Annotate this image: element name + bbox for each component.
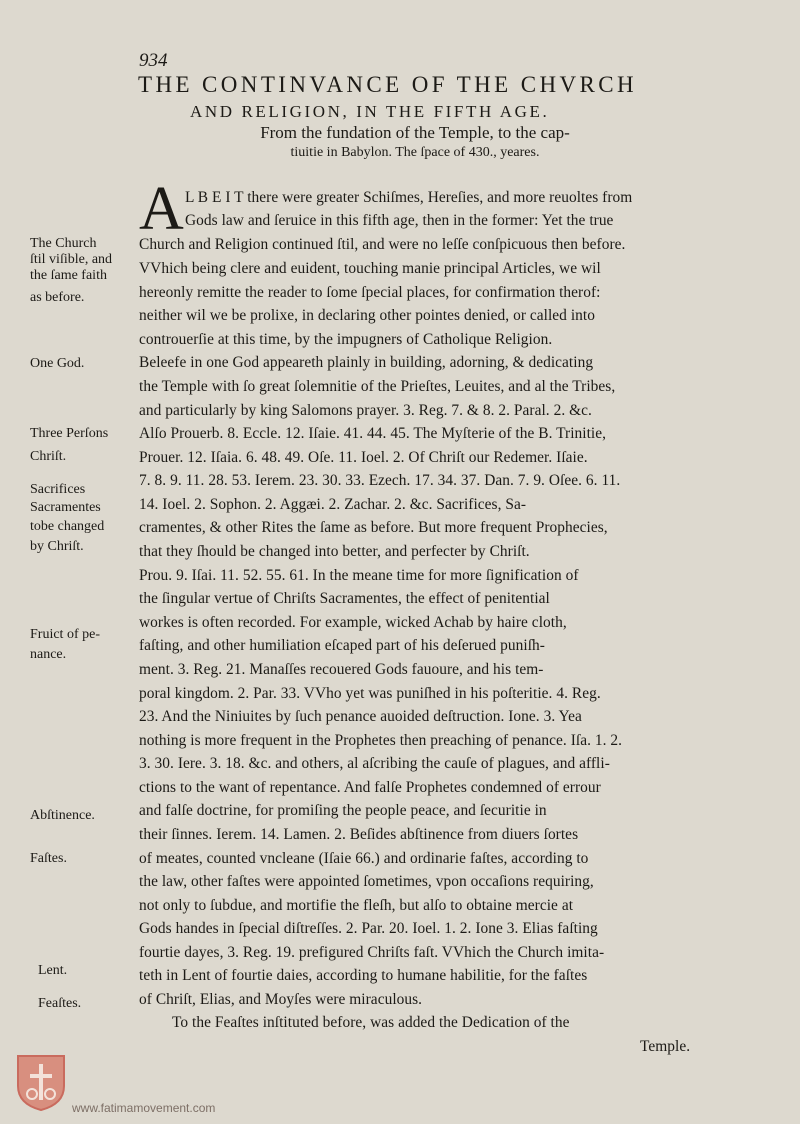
body-line: Temple. bbox=[640, 1038, 691, 1055]
margin-note: by Chriſt. bbox=[30, 539, 84, 554]
margin-note: Fruict of pe- bbox=[30, 627, 100, 642]
body-line: 23. And the Niniuites by ſuch penance auoided deſtruction. Ione. 3. Yea bbox=[139, 708, 582, 725]
body-line: ctions to the want of repentance. And falſe Prophetes condemned of errour bbox=[139, 779, 601, 796]
body-line: and falſe doctrine, for promiſing the people peace, and ſecuritie in bbox=[139, 802, 547, 819]
body-line: neither wil we be prolixe, in declaring other pointes denied, or called into bbox=[139, 307, 595, 324]
body-line: Church and Religion continued ſtil, and were no leſſe conſpicuous then before. bbox=[139, 236, 626, 253]
body-line: Gods handes in ſpecial diſtreſſes. 2. Par. 20. Ioel. 1. 2. Ione 3. Elias faſting bbox=[139, 920, 598, 937]
margin-note: One God. bbox=[30, 356, 85, 371]
margin-note: Sacrifices bbox=[30, 482, 86, 497]
body-line: of Chriſt, Elias, and Moyſes were miraculous. bbox=[139, 991, 423, 1008]
body-line: the law, other faſtes were appointed ſometimes, vpon occaſions requiring, bbox=[139, 873, 594, 890]
body-line: To the Feaſtes inſtituted before, was added the Dedication of the bbox=[172, 1014, 570, 1031]
body-line: VVhich being clere and euident, touching manie principal Articles, we wil bbox=[139, 260, 601, 277]
body-line: of meates, counted vncleane (Iſaie 66.) and ordinarie faſtes, according to bbox=[139, 850, 589, 867]
body-line: Beleefe in one God appeareth plainly in building, adorning, & dedicating bbox=[139, 354, 594, 371]
watermark-url[interactable]: www.fatimamovement.com bbox=[72, 1101, 216, 1115]
body-line: hereonly remitte the reader to ſome ſpecial places, for confirmation therof: bbox=[139, 284, 601, 301]
chapter-subtitle: AND RELIGION, IN THE FIFTH AGE. bbox=[190, 102, 550, 121]
watermark-logo-icon bbox=[14, 1052, 68, 1112]
body-line: fourtie dayes, 3. Reg. 19. prefigured Chriſts faſt. VVhich the Church imita- bbox=[139, 944, 605, 961]
chapter-span-line1: From the fundation of the Temple, to the cap- bbox=[260, 123, 570, 142]
body-line: workes is often recorded. For example, wicked Achab by haire cloth, bbox=[139, 614, 567, 631]
margin-note: the ſame faith bbox=[30, 268, 107, 283]
chapter-span-line2: tiuitie in Babylon. The ſpace of 430., yeares. bbox=[290, 145, 540, 160]
body-line: Gods law and ſeruice in this fifth age, then in the former: Yet the true bbox=[185, 212, 614, 229]
margin-note: as before. bbox=[30, 290, 85, 305]
body-line: that they ſhould be changed into better, and perfecter by Chriſt. bbox=[139, 543, 530, 560]
margin-note: Sacramentes bbox=[30, 500, 101, 515]
body-line: Alſo Prouerb. 8. Eccle. 12. Iſaie. 41. 44. 45. The Myſterie of the B. Trinitie, bbox=[139, 425, 607, 442]
margin-note: Faſtes. bbox=[30, 851, 67, 866]
margin-note: Lent. bbox=[38, 963, 68, 978]
body-line: Prouer. 12. Iſaia. 6. 48. 49. Oſe. 11. Ioel. 2. Of Chriſt our Redemer. Iſaie. bbox=[139, 449, 588, 466]
body-line: faſting, and other humiliation eſcaped part of his deſerued puniſh- bbox=[139, 637, 545, 654]
body-line: controuerſie at this time, by the impugners of Catholique Religion. bbox=[139, 331, 553, 348]
body-line: and particularly by king Salomons prayer. 3. Reg. 7. & 8. 2. Paral. 2. &c. bbox=[139, 402, 592, 419]
body-line: nothing is more frequent in the Prophetes then preaching of penance. Iſa. 1. 2. bbox=[139, 732, 623, 749]
margin-note: Abſtinence. bbox=[30, 808, 95, 823]
margin-note: tobe changed bbox=[30, 519, 105, 534]
body-line: poral kingdom. 2. Par. 33. VVho yet was puniſhed in his poſteritie. 4. Reg. bbox=[139, 685, 601, 702]
margin-note: ſtil viſible, and bbox=[30, 252, 113, 267]
body-line: ment. 3. Reg. 21. Manaſſes recouered Gods fauoure, and his tem- bbox=[139, 661, 544, 678]
body-line: 3. 30. Iere. 3. 18. &c. and others, al aſcribing the cauſe of plagues, and affli- bbox=[139, 755, 610, 772]
body-line: L B E I T there were greater Schiſmes, Hereſies, and more reuoltes from bbox=[185, 189, 633, 206]
body-line: the Temple with ſo great ſolemnitie of the Prieſtes, Leuites, and al the Tribes, bbox=[139, 378, 616, 395]
margin-note: Three Perſons bbox=[30, 426, 109, 441]
chapter-title: THE CONTINVANCE OF THE CHVRCH bbox=[138, 72, 637, 97]
body-line: 14. Ioel. 2. Sophon. 2. Aggæi. 2. Zachar. 2. &c. Sacrifices, Sa- bbox=[139, 496, 527, 513]
body-line: the ſingular vertue of Chriſts Sacramentes, the effect of penitential bbox=[139, 590, 550, 607]
body-line: cramentes, & other Rites the ſame as before. But more frequent Prophecies, bbox=[139, 519, 608, 536]
margin-note: The Church bbox=[30, 236, 97, 251]
margin-note: Feaſtes. bbox=[38, 996, 82, 1011]
body-line: not only to ſubdue, and mortifie the fleſh, but alſo to obtaine mercie at bbox=[139, 897, 574, 914]
margin-note: Chriſt. bbox=[30, 449, 67, 464]
body-line: their ſinnes. Ierem. 14. Lamen. 2. Beſides abſtinence from diuers ſortes bbox=[139, 826, 579, 843]
page-number: 934 bbox=[139, 50, 168, 71]
body-line: Prou. 9. Iſai. 11. 52. 55. 61. In the meane time for more ſignification of bbox=[139, 567, 579, 584]
drop-cap: A bbox=[139, 175, 184, 243]
body-line: 7. 8. 9. 11. 28. 53. Ierem. 23. 30. 33. Ezech. 17. 34. 37. Dan. 7. 9. Oſee. 6. 11. bbox=[139, 472, 621, 489]
body-line: teth in Lent of fourtie daies, according to humane habilitie, for the faſtes bbox=[139, 967, 588, 984]
margin-note: nance. bbox=[30, 647, 67, 662]
